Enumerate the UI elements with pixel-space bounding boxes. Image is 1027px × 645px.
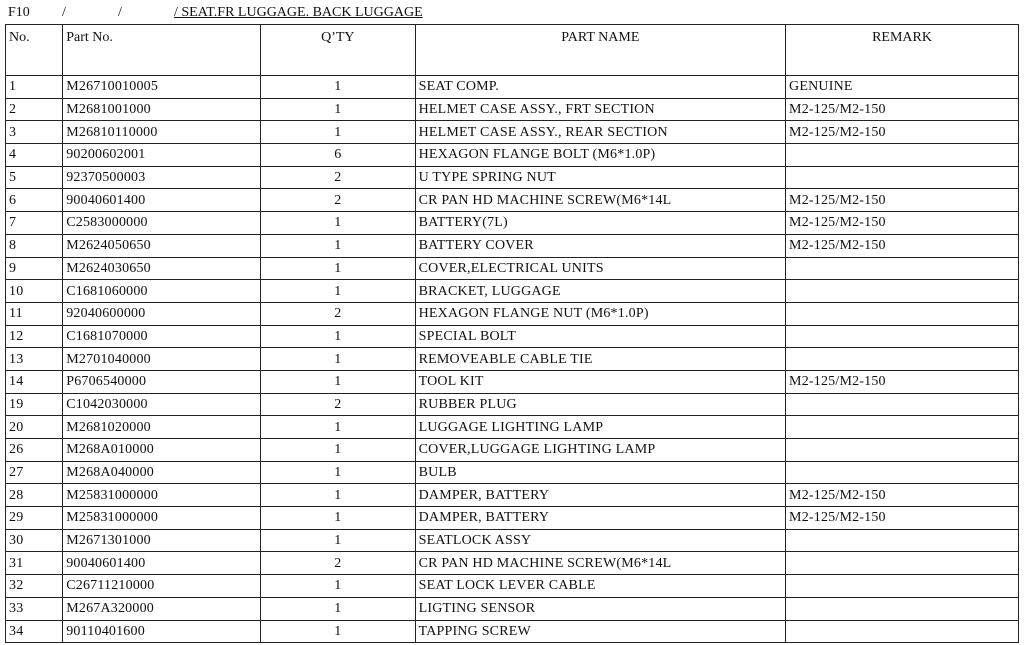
cell-remark: M2-125/M2-150 — [786, 98, 1019, 121]
cell-no: 9 — [6, 257, 63, 280]
cell-remark — [786, 529, 1019, 552]
cell-remark — [786, 620, 1019, 643]
cell-qty: 1 — [260, 76, 415, 99]
cell-part-name: HELMET CASE ASSY., FRT SECTION — [415, 98, 785, 121]
table-row — [6, 166, 1019, 189]
table-row — [6, 393, 1019, 416]
cell-no: 20 — [6, 416, 63, 439]
table-row — [6, 234, 1019, 257]
cell-part-no: M2624050650 — [63, 234, 261, 257]
cell-no: 4 — [6, 144, 63, 167]
cell-part-name: COVER,ELECTRICAL UNITS — [415, 257, 785, 280]
cell-part-name: BRACKET, LUGGAGE — [415, 280, 785, 303]
cell-remark: M2-125/M2-150 — [786, 121, 1019, 144]
cell-part-name: SEAT COMP. — [415, 76, 785, 99]
cell-part-name: HEXAGON FLANGE BOLT (M6*1.0P) — [415, 144, 785, 167]
cell-no: 14 — [6, 370, 63, 393]
cell-part-no: P6706540000 — [63, 370, 261, 393]
cell-no: 30 — [6, 529, 63, 552]
cell-part-no: 90110401600 — [63, 620, 261, 643]
table-row — [6, 348, 1019, 371]
cell-remark — [786, 302, 1019, 325]
cell-qty: 2 — [260, 166, 415, 189]
cell-no: 12 — [6, 325, 63, 348]
cell-part-no: 92040600000 — [63, 302, 261, 325]
cell-part-no: M26810110000 — [63, 121, 261, 144]
cell-qty: 1 — [260, 98, 415, 121]
table-row — [6, 212, 1019, 235]
cell-no: 13 — [6, 348, 63, 371]
cell-no: 11 — [6, 302, 63, 325]
table-row — [6, 575, 1019, 598]
cell-remark: M2-125/M2-150 — [786, 370, 1019, 393]
table-row — [6, 461, 1019, 484]
cell-qty: 1 — [260, 620, 415, 643]
column-header-part-name: PART NAME — [415, 25, 785, 76]
cell-remark — [786, 597, 1019, 620]
cell-qty: 1 — [260, 439, 415, 462]
cell-no: 2 — [6, 98, 63, 121]
document-header — [8, 4, 1018, 22]
cell-part-no: M268A010000 — [63, 439, 261, 462]
cell-part-name: CR PAN HD MACHINE SCREW(M6*14L — [415, 552, 785, 575]
table-row — [6, 529, 1019, 552]
cell-qty: 1 — [260, 597, 415, 620]
cell-qty: 1 — [260, 348, 415, 371]
cell-no: 10 — [6, 280, 63, 303]
table-row — [6, 121, 1019, 144]
cell-no: 6 — [6, 189, 63, 212]
cell-qty: 1 — [260, 370, 415, 393]
cell-qty: 1 — [260, 529, 415, 552]
cell-remark — [786, 393, 1019, 416]
column-header-remark: REMARK — [786, 25, 1019, 76]
cell-qty: 6 — [260, 144, 415, 167]
cell-qty: 1 — [260, 257, 415, 280]
cell-part-name: SPECIAL BOLT — [415, 325, 785, 348]
cell-remark — [786, 144, 1019, 167]
cell-qty: 1 — [260, 121, 415, 144]
cell-no: 5 — [6, 166, 63, 189]
cell-part-name: RUBBER PLUG — [415, 393, 785, 416]
cell-qty: 2 — [260, 393, 415, 416]
cell-no: 31 — [6, 552, 63, 575]
cell-part-no: C1681060000 — [63, 280, 261, 303]
table-row — [6, 552, 1019, 575]
header-separator: / — [118, 5, 122, 20]
table-row — [6, 280, 1019, 303]
table-row — [6, 484, 1019, 507]
parts-table-body — [6, 76, 1019, 643]
cell-remark — [786, 552, 1019, 575]
cell-remark: M2-125/M2-150 — [786, 189, 1019, 212]
cell-part-name: LUGGAGE LIGHTING LAMP — [415, 416, 785, 439]
header-separator: / — [62, 5, 66, 20]
header-row — [6, 25, 1019, 76]
cell-part-no: C1681070000 — [63, 325, 261, 348]
table-row — [6, 597, 1019, 620]
column-header-qty: Q’TY — [260, 25, 415, 76]
cell-remark — [786, 257, 1019, 280]
cell-qty: 2 — [260, 302, 415, 325]
cell-remark — [786, 325, 1019, 348]
cell-part-no: M2624030650 — [63, 257, 261, 280]
cell-part-no: M2671301000 — [63, 529, 261, 552]
cell-no: 27 — [6, 461, 63, 484]
cell-qty: 1 — [260, 325, 415, 348]
cell-part-no: M2681001000 — [63, 98, 261, 121]
cell-remark: M2-125/M2-150 — [786, 234, 1019, 257]
cell-remark: M2-125/M2-150 — [786, 507, 1019, 530]
cell-part-no: M267A320000 — [63, 597, 261, 620]
cell-remark — [786, 348, 1019, 371]
cell-no: 33 — [6, 597, 63, 620]
cell-part-name: HEXAGON FLANGE NUT (M6*1.0P) — [415, 302, 785, 325]
cell-qty: 1 — [260, 212, 415, 235]
section-title: / SEAT.FR LUGGAGE. BACK LUGGAGE — [174, 5, 423, 20]
cell-part-name: BATTERY(7L) — [415, 212, 785, 235]
cell-part-name: CR PAN HD MACHINE SCREW(M6*14L — [415, 189, 785, 212]
cell-part-name: REMOVEABLE CABLE TIE — [415, 348, 785, 371]
cell-part-no: M25831000000 — [63, 507, 261, 530]
cell-remark — [786, 280, 1019, 303]
cell-no: 19 — [6, 393, 63, 416]
cell-part-name: DAMPER, BATTERY — [415, 507, 785, 530]
cell-no: 8 — [6, 234, 63, 257]
cell-qty: 1 — [260, 234, 415, 257]
cell-remark — [786, 575, 1019, 598]
table-row — [6, 325, 1019, 348]
column-header-part-no: Part No. — [63, 25, 261, 76]
cell-no: 29 — [6, 507, 63, 530]
parts-table — [5, 24, 1019, 643]
table-row — [6, 620, 1019, 643]
table-row — [6, 189, 1019, 212]
table-row — [6, 439, 1019, 462]
cell-qty: 1 — [260, 484, 415, 507]
cell-part-no: M25831000000 — [63, 484, 261, 507]
cell-qty: 1 — [260, 416, 415, 439]
table-row — [6, 302, 1019, 325]
cell-part-no: M2681020000 — [63, 416, 261, 439]
table-row — [6, 144, 1019, 167]
table-row — [6, 370, 1019, 393]
cell-part-no: 90040601400 — [63, 189, 261, 212]
column-header-no: No. — [6, 25, 63, 76]
cell-no: 28 — [6, 484, 63, 507]
cell-part-no: M26710010005 — [63, 76, 261, 99]
table-row — [6, 416, 1019, 439]
parts-table-header — [6, 25, 1019, 76]
cell-no: 32 — [6, 575, 63, 598]
cell-qty: 1 — [260, 575, 415, 598]
section-code: F10 — [8, 5, 30, 20]
cell-qty: 1 — [260, 461, 415, 484]
cell-part-name: SEATLOCK ASSY — [415, 529, 785, 552]
cell-part-name: BULB — [415, 461, 785, 484]
cell-part-no: 90200602001 — [63, 144, 261, 167]
cell-part-no: C2583000000 — [63, 212, 261, 235]
cell-part-no: M268A040000 — [63, 461, 261, 484]
cell-part-name: TAPPING SCREW — [415, 620, 785, 643]
cell-remark — [786, 439, 1019, 462]
cell-part-name: DAMPER, BATTERY — [415, 484, 785, 507]
cell-part-name: COVER,LUGGAGE LIGHTING LAMP — [415, 439, 785, 462]
cell-part-name: TOOL KIT — [415, 370, 785, 393]
cell-no: 34 — [6, 620, 63, 643]
cell-remark: M2-125/M2-150 — [786, 484, 1019, 507]
cell-no: 7 — [6, 212, 63, 235]
cell-remark: M2-125/M2-150 — [786, 212, 1019, 235]
cell-qty: 1 — [260, 280, 415, 303]
cell-remark — [786, 416, 1019, 439]
cell-part-no: C26711210000 — [63, 575, 261, 598]
cell-qty: 2 — [260, 189, 415, 212]
cell-part-name: SEAT LOCK LEVER CABLE — [415, 575, 785, 598]
cell-part-no: 92370500003 — [63, 166, 261, 189]
cell-part-no: M2701040000 — [63, 348, 261, 371]
table-row — [6, 257, 1019, 280]
cell-part-name: HELMET CASE ASSY., REAR SECTION — [415, 121, 785, 144]
cell-part-name: U TYPE SPRING NUT — [415, 166, 785, 189]
cell-no: 26 — [6, 439, 63, 462]
cell-qty: 2 — [260, 552, 415, 575]
cell-remark: GENUINE — [786, 76, 1019, 99]
cell-part-name: LIGTING SENSOR — [415, 597, 785, 620]
table-row — [6, 98, 1019, 121]
cell-no: 1 — [6, 76, 63, 99]
cell-qty: 1 — [260, 507, 415, 530]
table-row — [6, 76, 1019, 99]
cell-part-no: C1042030000 — [63, 393, 261, 416]
cell-no: 3 — [6, 121, 63, 144]
cell-remark — [786, 166, 1019, 189]
cell-remark — [786, 461, 1019, 484]
table-row — [6, 507, 1019, 530]
cell-part-name: BATTERY COVER — [415, 234, 785, 257]
cell-part-no: 90040601400 — [63, 552, 261, 575]
